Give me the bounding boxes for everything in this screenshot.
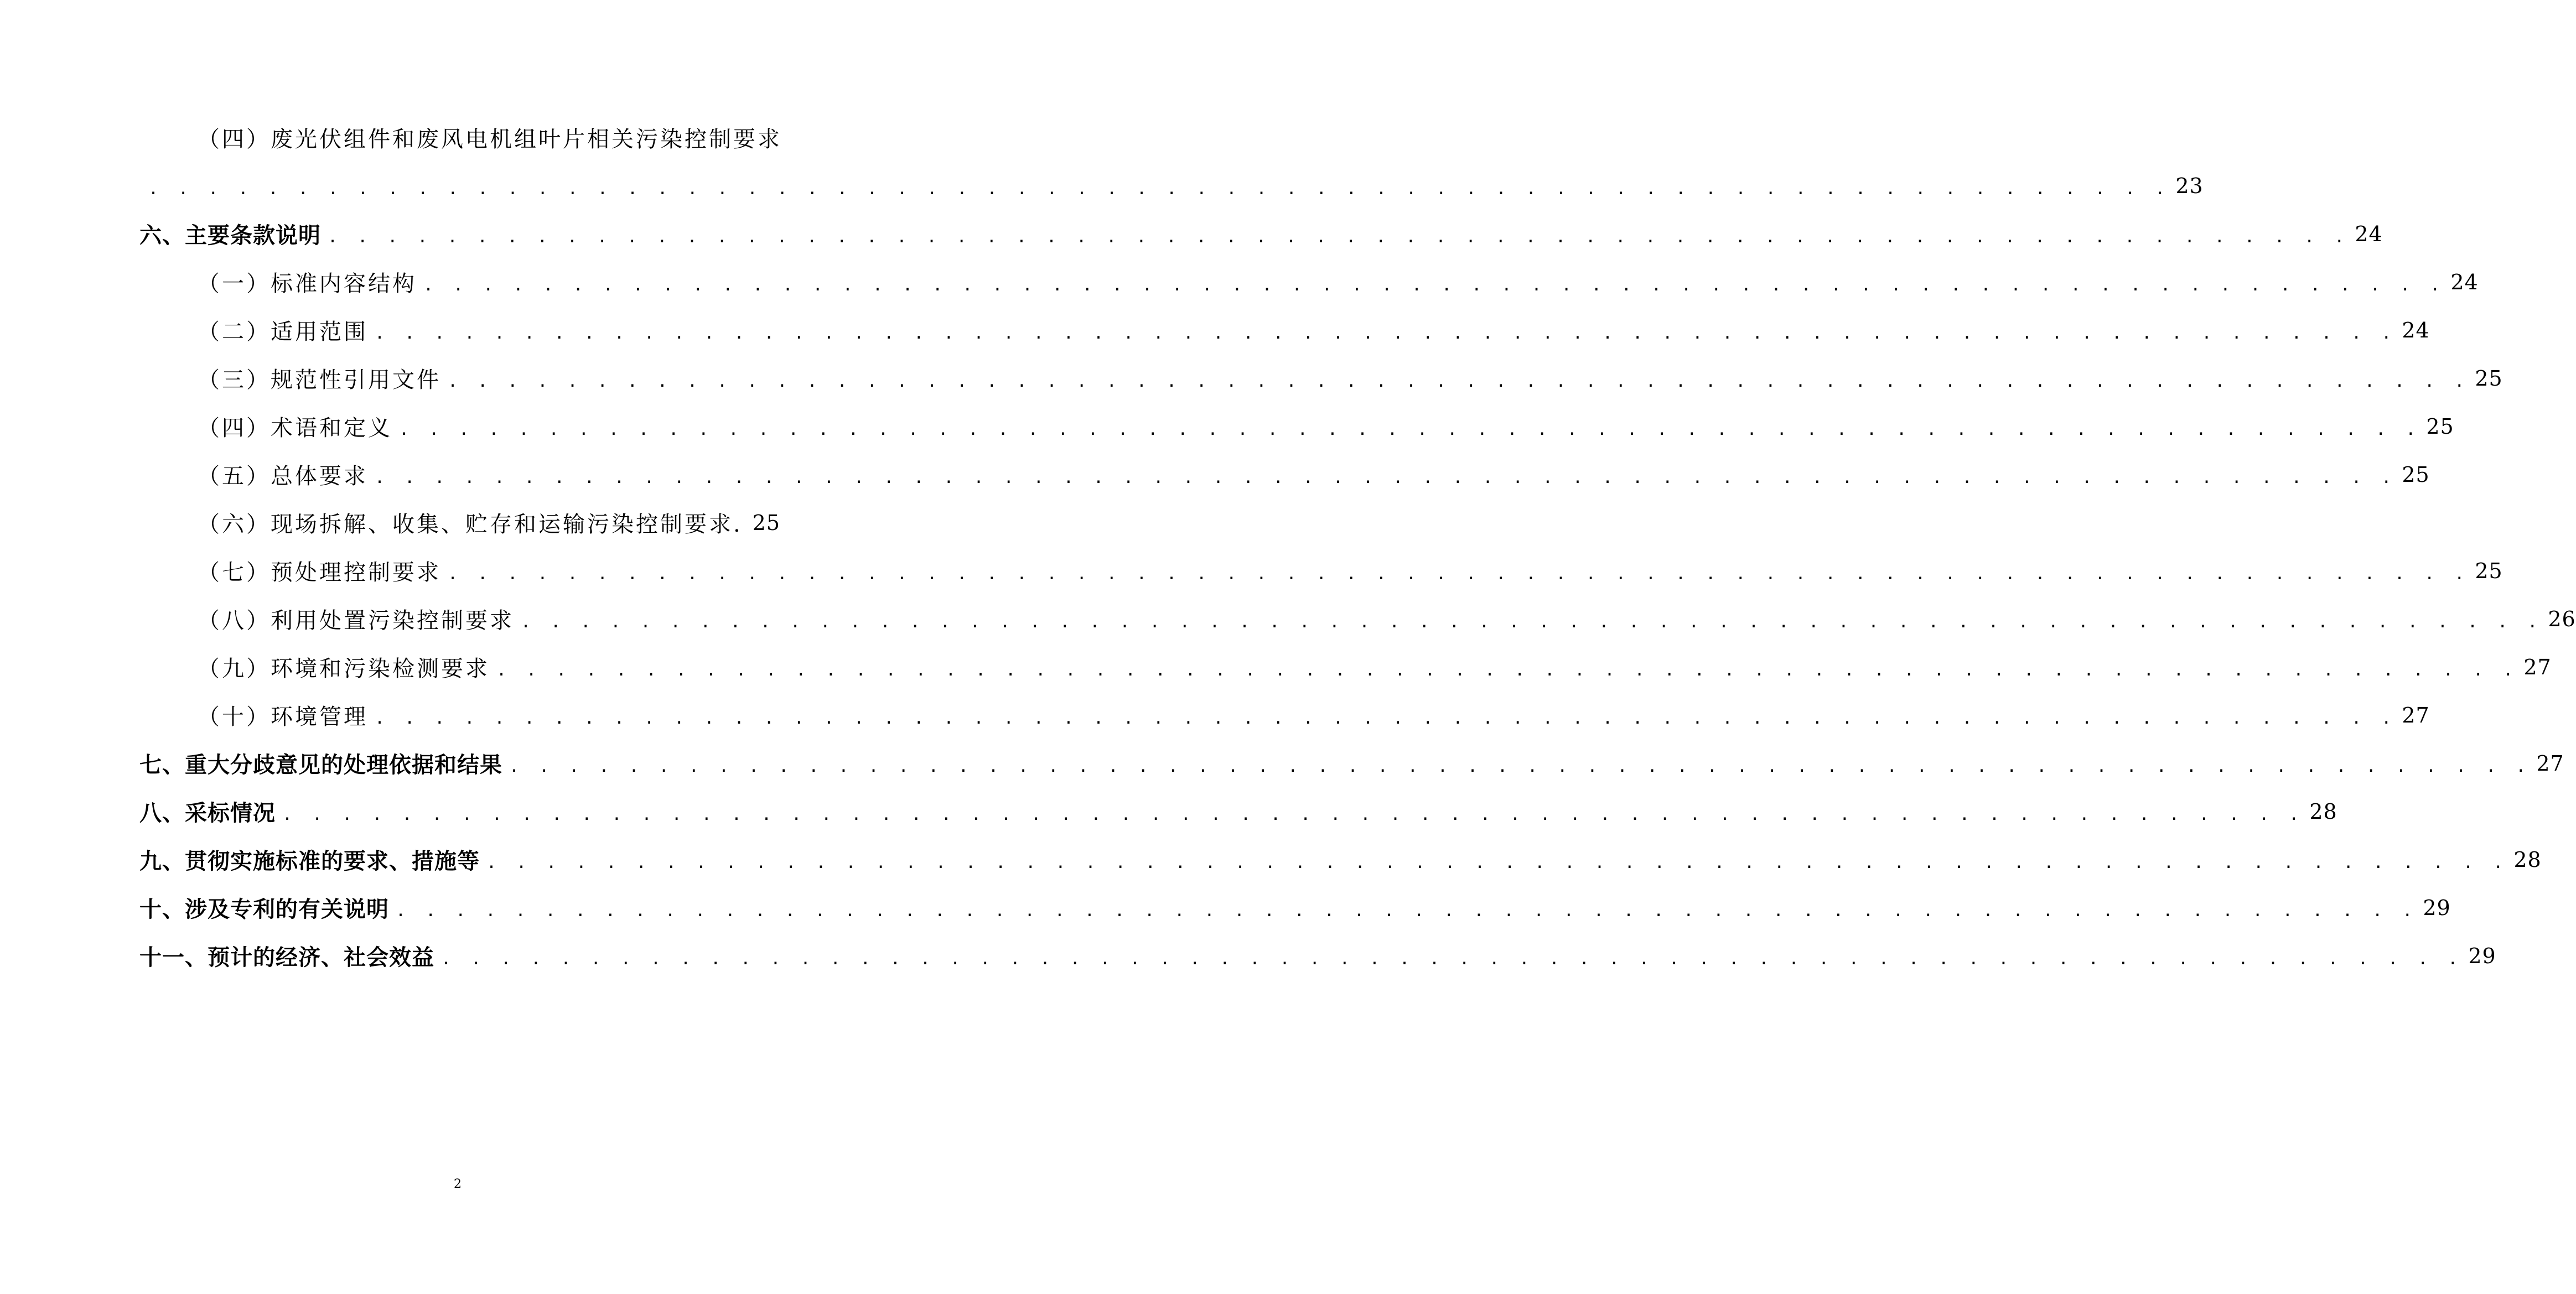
- toc-entry: [139, 835, 2542, 884]
- toc-entry: [139, 210, 2383, 258]
- dot-leader: . . . . . . . . . . . . . . . . . . . . . . . . . . . . . . . . . . . . . . . . . . . . . . . . . . . . . . . . . . . . . . . . . . . .: [521, 612, 2543, 632]
- toc-entry-label: （四）术语和定义: [198, 415, 392, 441]
- toc-entry-page: 28: [2309, 799, 2337, 824]
- toc-entry-label: 七、重大分歧意见的处理依据和结果: [139, 752, 502, 778]
- toc-entry-label: （七）预处理控制要求: [198, 560, 441, 585]
- toc-entry-continued-page-line: [139, 162, 2204, 210]
- toc-entry: [139, 450, 2430, 498]
- toc-entry-label: （六）现场拆解、收集、贮存和运输污染控制要求.: [198, 512, 743, 537]
- toc-entry-label: 九、贯彻实施标准的要求、措施等: [139, 849, 480, 874]
- dot-leader: . . . . . . . . . . . . . . . . . . . . . . . . . . . . . . . . . . . . . . . . . . . . . . . . . . . . . . . . . . . . . . . . . . . .: [328, 227, 2350, 247]
- dot-leader: . . . . . . . . . . . . . . . . . . . . . . . . . . . . . . . . . . . . . . . . . . . . . . . . . . . . . . . . . . . . . . . . . . . .: [396, 901, 2418, 921]
- toc-entry-label: 十、涉及专利的有关说明: [139, 897, 389, 922]
- dot-leader: . . . . . . . . . . . . . . . . . . . . . . . . . . . . . . . . . . . . . . . . . . . . . . . . . . . . . . . . . . . . . . . . . . . .: [148, 179, 2170, 199]
- toc-entry: [139, 932, 2496, 980]
- toc-entry-page: 27: [2523, 654, 2552, 679]
- toc-entry-label: （八）利用处置污染控制要求: [198, 608, 514, 633]
- toc-entry-page: 25: [2402, 462, 2430, 487]
- toc-entry-label: （一）标准内容结构: [198, 271, 417, 297]
- page-number: 2: [454, 1177, 462, 1191]
- dot-leader: . . . . . . . . . . . . . . . . . . . . . . . . . . . . . . . . . . . . . . . . . . . . . . . . . . . . . . . . . . . . . . . . . . . .: [423, 276, 2445, 295]
- toc-entry: [139, 739, 2564, 787]
- toc-entry: [139, 884, 2451, 932]
- toc-entry: [139, 787, 2337, 835]
- dot-leader: . . . . . . . . . . . . . . . . . . . . . . . . . . . . . . . . . . . . . . . . . . . . . . . . . . . . . . . . . . . . . . . . . . . .: [375, 709, 2397, 728]
- dot-leader: . . . . . . . . . . . . . . . . . . . . . . . . . . . . . . . . . . . . . . . . . . . . . . . . . . . . . . . . . . . . . . . . . . . .: [375, 468, 2397, 487]
- toc-entry-label: 十一、预计的经济、社会效益: [139, 945, 434, 970]
- dot-leader: . . . . . . . . . . . . . . . . . . . . . . . . . . . . . . . . . . . . . . . . . . . . . . . . . . . . . . . . . . . . . . . . . . . .: [399, 420, 2421, 439]
- toc-entry-page: 25: [2426, 414, 2454, 439]
- toc-entry: [139, 354, 2503, 402]
- toc-entry: [139, 402, 2454, 450]
- toc-entry-label: （二）适用范围: [198, 319, 368, 345]
- toc-entry: [139, 691, 2430, 739]
- toc-entry-page: 25: [752, 510, 780, 535]
- toc-entry-page: 23: [2175, 173, 2204, 198]
- toc-entry-label: （五）总体要求: [198, 464, 368, 489]
- toc-entry: [139, 498, 780, 547]
- dot-leader: . . . . . . . . . . . . . . . . . . . . . . . . . . . . . . . . . . . . . . . . . . . . . . . . . . . . . . . . . . . . . . . . . . . .: [509, 757, 2531, 776]
- toc-entry-page: 25: [2475, 366, 2503, 391]
- toc-entry-label: （四）废光伏组件和废风电机组叶片相关污染控制要求: [198, 127, 782, 152]
- toc-entry-page: 27: [2402, 703, 2430, 727]
- toc-entry: [139, 547, 2503, 595]
- toc-entry-page: 24: [2355, 221, 2383, 246]
- toc-entry-continued-label-line: [139, 113, 780, 162]
- toc-entry-label: 八、采标情况: [139, 801, 276, 826]
- dot-leader: . . . . . . . . . . . . . . . . . . . . . . . . . . . . . . . . . . . . . . . . . . . . . . . . . . . . . . . . . . . . . . . . . . . .: [486, 853, 2508, 872]
- toc-entry-page: 27: [2536, 751, 2564, 776]
- toc-entry-label: （九）环境和污染检测要求: [198, 656, 490, 682]
- toc-entry: [139, 643, 2552, 691]
- dot-leader: . . . . . . . . . . . . . . . . . . . . . . . . . . . . . . . . . . . . . . . . . . . . . . . . . . . . . . . . . . . . . . . . . . . .: [375, 324, 2397, 343]
- toc-entry-page: 25: [2475, 558, 2503, 583]
- toc-entry-label: 六、主要条款说明: [139, 223, 321, 248]
- toc-entry-page: 28: [2513, 847, 2542, 872]
- dot-leader: . . . . . . . . . . . . . . . . . . . . . . . . . . . . . . . . . . . . . . . . . . . . . . . . . . . . . . . . . . . . . . . . . . . .: [448, 372, 2470, 391]
- toc-entry-label: （十）环境管理: [198, 704, 368, 730]
- toc-entry-page: 29: [2423, 895, 2451, 920]
- dot-leader: . . . . . . . . . . . . . . . . . . . . . . . . . . . . . . . . . . . . . . . . . . . . . . . . . . . . . . . . . . . . . . . . . . . .: [496, 661, 2518, 680]
- toc-entry: [139, 258, 2479, 306]
- toc-entry: [139, 595, 2576, 643]
- toc-entry-page: 26: [2548, 606, 2576, 631]
- dot-leader: . . . . . . . . . . . . . . . . . . . . . . . . . . . . . . . . . . . . . . . . . . . . . . . . . . . . . . . . . . . . . . . . . . . .: [441, 949, 2463, 969]
- toc-entry-label: （三）规范性引用文件: [198, 367, 441, 393]
- toc-entry: [139, 306, 2430, 354]
- toc-entry-page: 29: [2468, 943, 2496, 968]
- toc-entry-page: 24: [2402, 318, 2430, 342]
- table-of-contents: [139, 113, 2576, 980]
- dot-leader: . . . . . . . . . . . . . . . . . . . . . . . . . . . . . . . . . . . . . . . . . . . . . . . . . . . . . . . . . . . . . . . . . . . .: [282, 805, 2304, 824]
- dot-leader: . . . . . . . . . . . . . . . . . . . . . . . . . . . . . . . . . . . . . . . . . . . . . . . . . . . . . . . . . . . . . . . . . . . .: [448, 564, 2470, 584]
- toc-entry-page: 24: [2450, 269, 2479, 294]
